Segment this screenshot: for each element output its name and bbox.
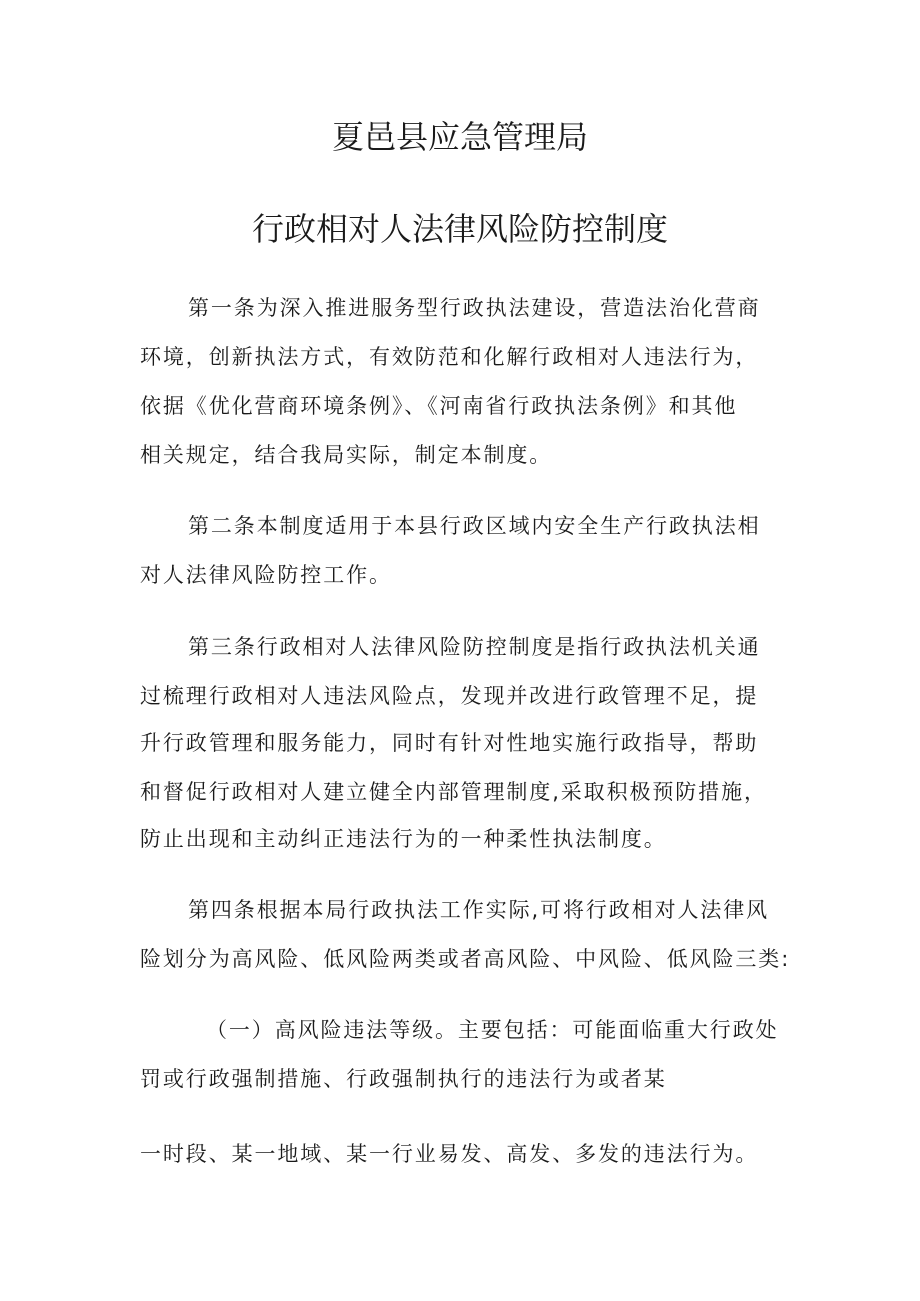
article-3-line: 过梳理行政相对人违法风险点，发现并改进行政管理不足，提: [140, 684, 759, 708]
article-4-line: 险划分为高风险、低风险两类或者高风险、中风险、低风险三类:: [140, 947, 791, 971]
article-1-line: 第一条为深入推进服务型行政执法建设，营造法治化营商: [188, 296, 761, 320]
article-1-line: 依据《优化营商环境条例》、《河南省行政执法条例》和其他: [140, 394, 738, 418]
article-2-line: 第二条本制度适用于本县行政区域内安全生产行政执法相: [188, 514, 761, 538]
clause-1-line: 罚或行政强制措施、行政强制执行的违法行为或者某: [140, 1067, 667, 1091]
article-3-line: 和督促行政相对人建立健全内部管理制度,采取积极预防措施，: [140, 780, 767, 804]
document-title-line2: 行政相对人法律风险防控制度: [251, 210, 668, 248]
clause-1-line: 一时段、某一地域、某一行业易发、高发、多发的违法行为。: [140, 1142, 759, 1166]
article-1-line: 相关规定，结合我局实际，制定本制度。: [140, 443, 553, 467]
article-1-line: 环境，创新执法方式，有效防范和化解行政相对人违法行为，: [140, 345, 759, 369]
document-title-line1: 夏邑县应急管理局: [331, 118, 588, 156]
article-2-line: 对人法律风险防控工作。: [140, 563, 392, 587]
article-3-line: 第三条行政相对人法律风险防控制度是指行政执法机关通: [188, 635, 761, 659]
article-3-line: 防止出现和主动纠正违法行为的一种柔性执法制度。: [140, 827, 667, 851]
article-4-line: 第四条根据本局行政执法工作实际,可将行政相对人法律风: [188, 898, 770, 922]
clause-1-line: （一）高风险违法等级。主要包括：可能面临重大行政处: [206, 1018, 779, 1042]
article-3-line: 升行政管理和服务能力，同时有针对性地实施行政指导，帮助: [140, 731, 759, 755]
